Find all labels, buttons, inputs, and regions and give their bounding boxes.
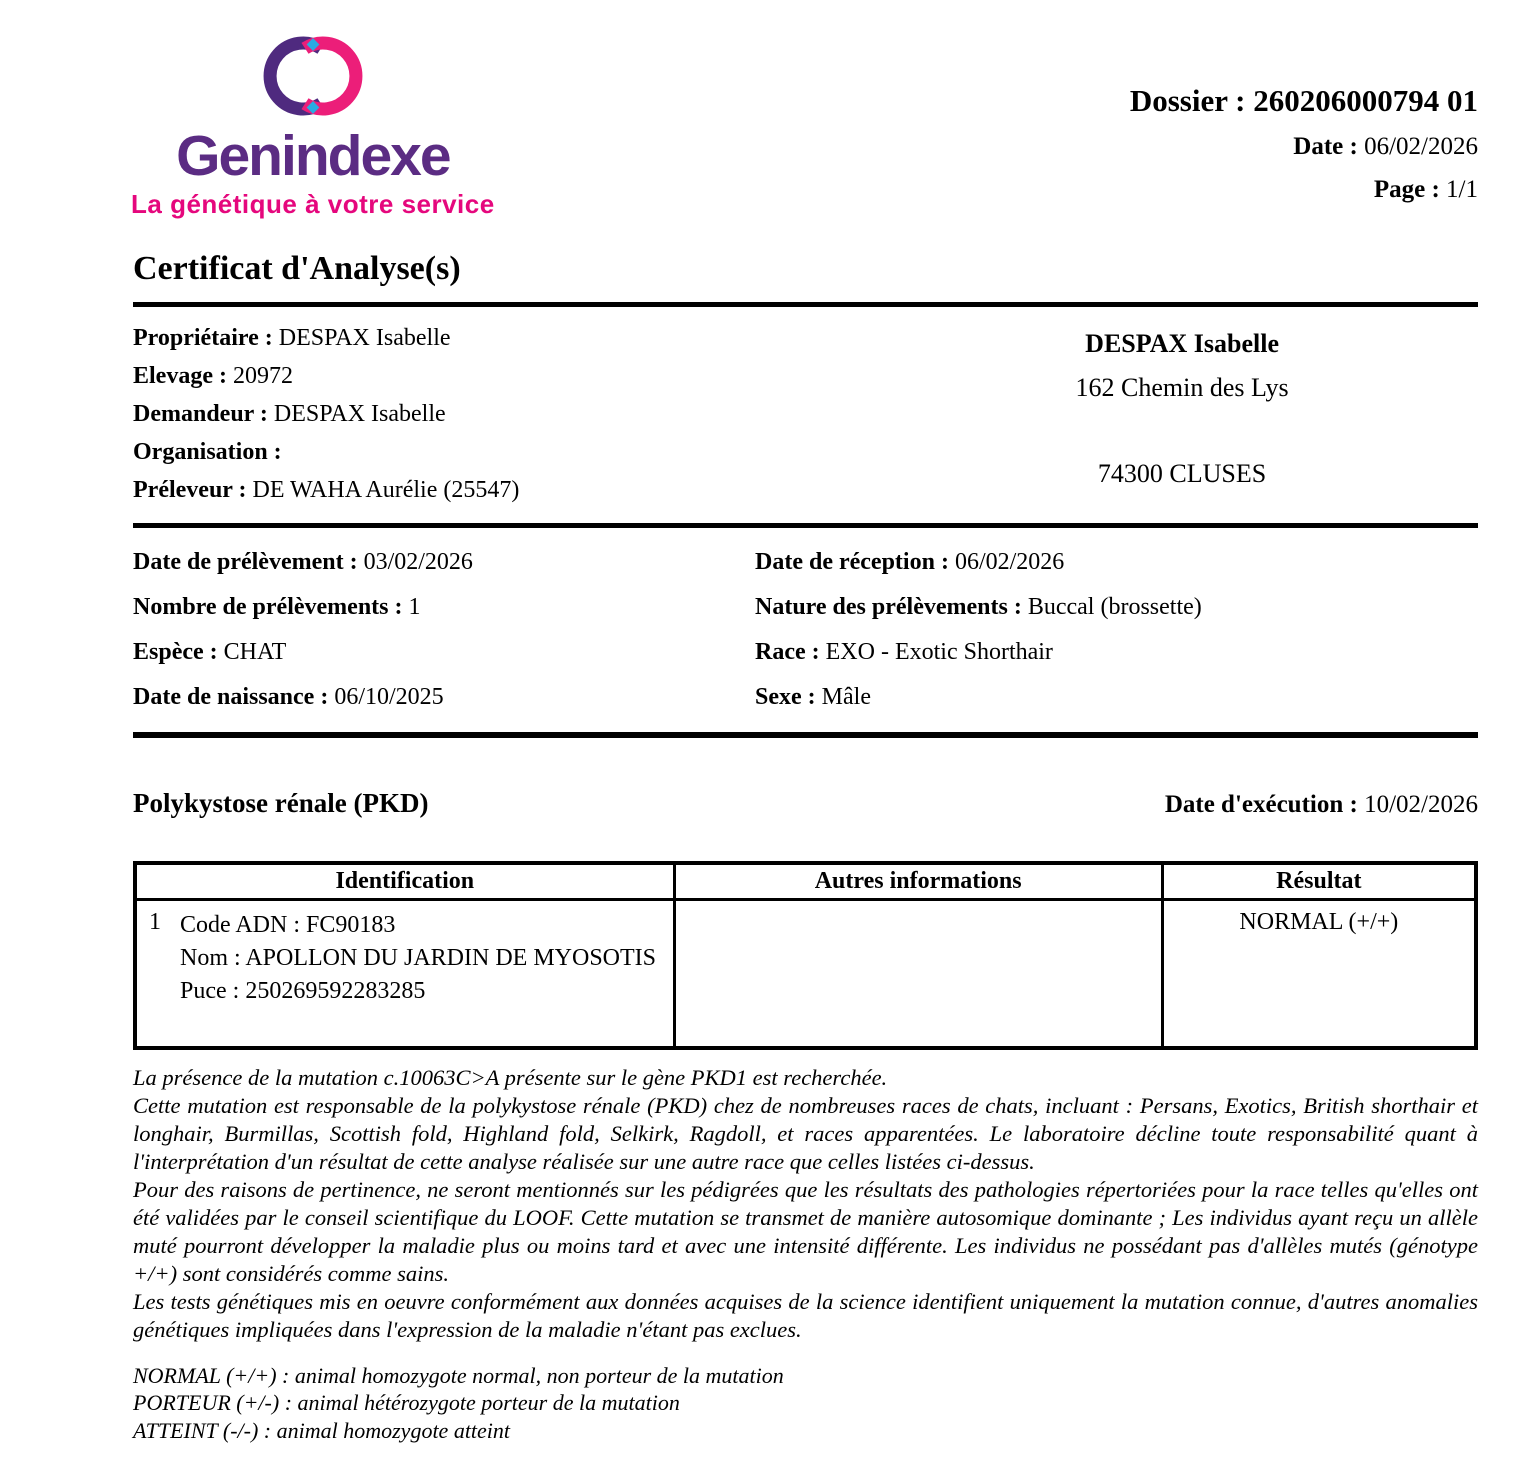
divider: [133, 732, 1478, 738]
sample-info-grid: [133, 528, 1478, 730]
row-number: 1: [149, 909, 161, 935]
page-number: Page : 1/1: [1373, 175, 1478, 203]
info-field-date-reception: Date de réception : 06/02/2026: [755, 549, 1065, 575]
recipient-street: 162 Chemin des Lys: [1075, 373, 1289, 402]
dossier-block: [1130, 26, 1478, 203]
recipient-address: [886, 319, 1478, 509]
dossier-number: Dossier : 260206000794 01: [1129, 83, 1478, 118]
table-header-row: [135, 863, 1476, 900]
table-header-resultat: Résultat: [1162, 863, 1476, 900]
owner-field-elevage: Elevage : 20972: [133, 363, 293, 389]
document-date: Date : 06/02/2026: [1293, 133, 1478, 161]
puce-number: Puce : 250269592283285: [180, 978, 426, 1004]
owner-field-organisation: Organisation :: [133, 439, 282, 465]
table-header-autres-informations: Autres informations: [674, 863, 1162, 900]
identification-cell: [135, 900, 674, 1048]
info-field-race: Race : EXO - Exotic Shorthair: [755, 639, 1053, 665]
note-paragraph: Les tests génétiques mis en oeuvre conformément aux données acquises de la science identifient uniquement la mutation connue, d'autres anomalies génétiques impliquées dans l'expression de la maladie n'étant pas exclues.: [133, 1288, 1478, 1342]
result-legend: [133, 1362, 1478, 1445]
brand-name: Genindexe: [176, 124, 450, 188]
info-field-nature-prelevements: Nature des prélèvements : Buccal (brossette): [755, 594, 1202, 620]
brand-tagline: La génétique à votre service: [131, 189, 495, 219]
owner-field-preleveur: Préleveur : DE WAHA Aurélie (25547): [133, 477, 520, 503]
execution-date: Date d'exécution : 10/02/2026: [1164, 791, 1478, 818]
analysis-title: Polykystose rénale (PKD): [133, 788, 429, 818]
recipient-name: DESPAX Isabelle: [1085, 329, 1279, 358]
animal-name: Nom : APOLLON DU JARDIN DE MYOSOTIS: [180, 945, 657, 971]
autres-informations-cell: [674, 900, 1162, 1048]
owner-fields: [133, 319, 886, 509]
info-field-nombre-prelevements: Nombre de prélèvements : 1: [133, 594, 421, 620]
owner-section: [133, 307, 1478, 519]
analysis-heading-row: [133, 788, 1478, 819]
header: [133, 0, 1478, 232]
owner-field-proprietaire: Propriétaire : DESPAX Isabelle: [133, 325, 451, 351]
info-field-sexe: Sexe : Mâle: [755, 684, 871, 710]
dna-helix-icon: [259, 26, 367, 126]
recipient-city: 74300 CLUSES: [1097, 459, 1267, 488]
note-paragraph: Cette mutation est responsable de la polykystose rénale (PKD) chez de nombreuses races de chats, incluant : Persans, Exotics, British shorthair et longhair, Burmillas, Scottish fold, Highland fold, Selkirk, Ragdoll, et races apparentées. Le laboratoire décline toute responsabilité quant à l'interprétation d'un résultat de cette analyse réalisée sur une autre race que celles listées ci-dessus.: [133, 1092, 1478, 1174]
note-paragraph: Pour des raisons de pertinence, ne seront mentionnés sur les pédigrées que les résultats des pathologies répertoriées pour la race telles qu'elles ont été validées par le conseil scientifique du LOOF. Cette mutation se transmet de manière autosomique dominante ; Les individus ayant reçu un allèle muté pourront développer la maladie plus ou moins tard et avec une intensité différente. Les individus ne possédant pas d'allèles mutés (génotype +/+) sont considérés comme sains.: [133, 1176, 1478, 1286]
owner-field-demandeur: Demandeur : DESPAX Isabelle: [133, 401, 446, 427]
results-table: [133, 861, 1478, 1050]
table-row: [135, 900, 1476, 1048]
legend-porteur: PORTEUR (+/-) : animal hétérozygote porteur de la mutation: [133, 1390, 680, 1415]
info-field-date-naissance: Date de naissance : 06/10/2025: [133, 684, 444, 710]
legend-normal: NORMAL (+/+) : animal homozygote normal, non porteur de la mutation: [133, 1362, 784, 1388]
brand-logo: [131, 26, 495, 220]
note-paragraph: La présence de la mutation c.10063C>A présente sur le gène PKD1 est recherchée.: [133, 1064, 888, 1090]
result-cell: NORMAL (+/+): [1162, 900, 1476, 1048]
document-title: Certificat d'Analyse(s): [133, 250, 461, 287]
legend-atteint: ATTEINT (-/-) : animal homozygote atteint: [133, 1417, 511, 1443]
table-header-identification: Identification: [135, 863, 674, 900]
info-field-date-prelevement: Date de prélèvement : 03/02/2026: [133, 549, 473, 575]
code-adn: Code ADN : FC90183: [180, 912, 396, 938]
info-field-espece: Espèce : CHAT: [133, 639, 287, 665]
analysis-notes: [133, 1064, 1478, 1344]
